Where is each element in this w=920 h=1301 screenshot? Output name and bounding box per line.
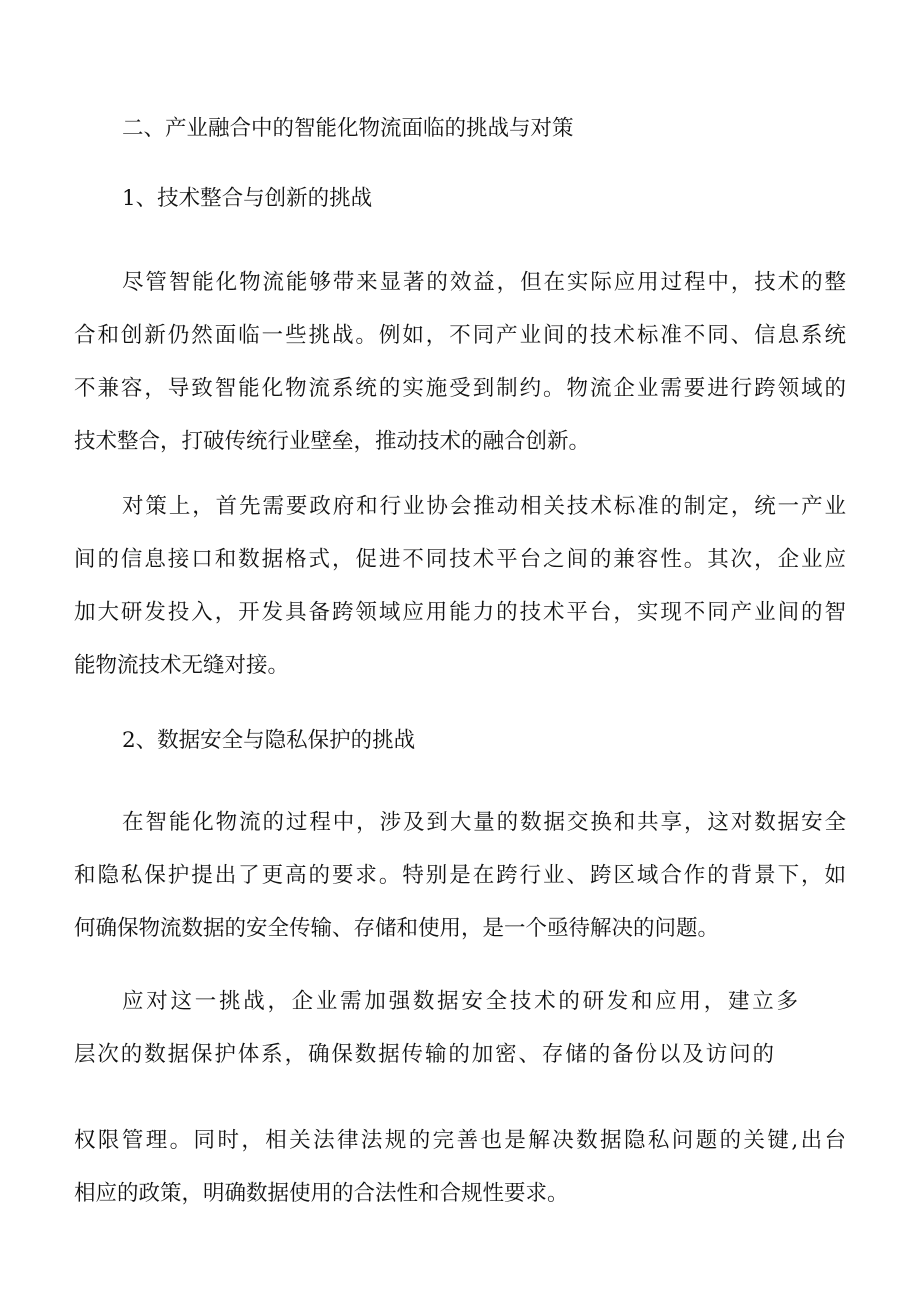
subsection-title-1: 1、技术整合与创新的挑战 — [122, 186, 373, 211]
paragraph-line: 相应的政策，明确数据使用的合法性和合规性要求。 — [74, 1181, 569, 1206]
paragraph-line: 间的信息接口和数据格式，促进不同技术平台之间的兼容性。其次，企业应 — [74, 547, 846, 572]
paragraph-line: 和隐私保护提出了更高的要求。特别是在跨行业、跨区域合作的背景下，如 — [74, 863, 846, 888]
paragraph-line: 技术整合，打破传统行业壁垒，推动技术的融合创新。 — [74, 429, 591, 454]
paragraph-line: 不兼容，导致智能化物流系统的实施受到制约。物流企业需要进行跨领域的 — [74, 376, 846, 401]
paragraph-line: 尽管智能化物流能够带来显著的效益，但在实际应用过程中，技术的整 — [122, 270, 846, 295]
section-title: 二、产业融合中的智能化物流面临的挑战与对策 — [122, 116, 574, 141]
paragraph-line: 加大研发投入，开发具备跨领域应用能力的技术平台，实现不同产业间的智 — [74, 600, 846, 625]
paragraph-line: 何确保物流数据的安全传输、存储和使用，是一个亟待解决的问题。 — [74, 916, 720, 941]
paragraph-line: 层次的数据保护体系，确保数据传输的加密、存储的备份以及访问的 — [74, 1042, 774, 1067]
paragraph-line: 对策上，首先需要政府和行业协会推动相关技术标准的制定，统一产业 — [122, 494, 846, 519]
paragraph-line: 能物流技术无缝对接。 — [74, 653, 290, 678]
paragraph-line: 权限管理。同时，相关法律法规的完善也是解决数据隐私问题的关键,出台 — [74, 1128, 846, 1153]
subsection-title-2: 2、数据安全与隐私保护的挑战 — [122, 728, 416, 753]
paragraph-line: 应对这一挑战，企业需加强数据安全技术的研发和应用，建立多 — [122, 989, 798, 1014]
paragraph-line: 合和创新仍然面临一些挑战。例如，不同产业间的技术标准不同、信息系统 — [74, 323, 846, 348]
paragraph-line: 在智能化物流的过程中，涉及到大量的数据交换和共享，这对数据安全 — [122, 810, 846, 835]
